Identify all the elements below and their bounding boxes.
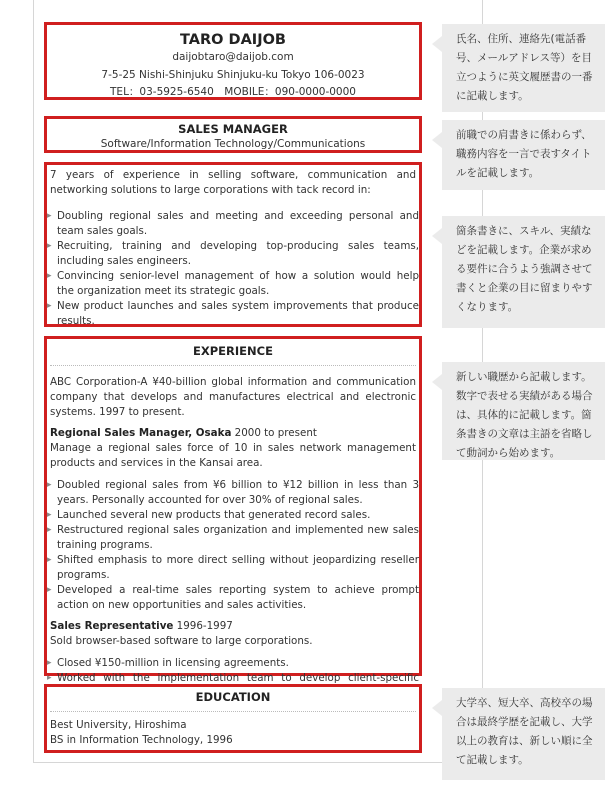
education-box [44,684,422,753]
experience-box [44,336,422,684]
address: 7-5-25 Nishi-Shinjuku Shinjuku-ku Tokyo 106-0023 [101,69,365,81]
applicant-name: TARO DAIJOB [180,32,286,48]
role-bullets [47,478,419,613]
note-education: 大学卒、短大卒、高校卒の場合は最終学歴を記載し、大学以上の教育は、新しい順に全て記載します。 [442,688,605,780]
summary-bullets [47,209,419,329]
job-title: SALES MANAGER [178,122,288,136]
school: Best University, Hiroshima [50,719,187,731]
list-item: ▸ Doubling regional sales and meeting and exceeding personal and team sales goals. [47,209,419,239]
list-item: ▸ Recruiting, training and developing top-producing sales teams, including sales engineers. [47,239,419,269]
title-box [44,116,422,153]
role-heading [47,426,419,441]
list-item: ▸ Doubled regional sales from ¥6 billion to ¥12 billion in less than 3 years. Personally accounted for over 30% of regional sales. [47,478,419,508]
email: daijobtaro@daijob.com [172,51,294,63]
role-title: Regional Sales Manager, Osaka [50,427,232,439]
role-description: Sold browser-based software to large corporations. [50,635,313,647]
company-description: ABC Corporation-A ¥40-billion global information and communication company that develops and manufactures electrical and electronic systems. 1997 to present. [50,376,416,418]
note-title: 前職での肩書きに係わらず、職務内容を一言で表すタイトルを記載します。 [442,120,605,190]
divider [50,711,416,712]
summary-intro: 7 years of experience in selling software, communication and networking solutions to large corporations with tack record in: [50,169,416,196]
summary-box [44,162,422,327]
list-item: ▸ Developed a real-time sales reporting system to achieve prompt action on new opportunities and sales activities. [47,583,419,613]
degree: BS in Information Technology, 1996 [50,734,233,746]
role-title: Sales Representative [50,620,174,632]
list-item: ▸ Closed ¥150-million in licensing agreements. [47,656,419,671]
contact-box [44,22,422,100]
role-heading [47,619,419,634]
note-contact: 氏名、住所、連絡先(電話番号、メールアドレス等）を目立つように英文履歴書の一番に記載します。 [442,24,605,112]
note-summary: 箇条書きに、スキル、実績などを記載します。企業が求める要件に合うよう強調させて書くと企業の目に留まりやすくなります。 [442,216,605,328]
note-experience: 新しい職歴から記載します。数字で表せる実績がある場合は、具体的に記載します。箇条書きの文章は主語を省略して動詞から始めます。 [442,362,605,460]
list-item: ▸ Launched several new products that generated record sales. [47,508,419,523]
list-item: ▸ Worked with the implementation team to develop client-specific [47,671,419,701]
job-field: Software/Information Technology/Communications [100,138,366,150]
list-item: ▸ Shifted emphasis to more direct selling without jeopardizing reseller programs. [47,553,419,583]
role-dates: 2000 to present [231,427,317,439]
role-dates: 1996-1997 [173,620,233,632]
phone-numbers: TEL：03-5925-6540 MOBILE：090-0000-0000 [110,86,356,98]
experience-heading: EXPERIENCE [193,344,273,358]
list-item: ▸ Convincing senior-level management of how a solution would help the organization meet its strategic goals. [47,269,419,299]
divider [50,365,416,366]
list-item: ▸ New product launches and sales system improvements that produce results. [47,299,419,329]
role-description: Manage a regional sales force of 10 in sales network management products and services in the Kansai area. [50,442,416,469]
education-heading: EDUCATION [195,690,271,704]
list-item: ▸ Restructured regional sales organization and implemented new sales training programs. [47,523,419,553]
